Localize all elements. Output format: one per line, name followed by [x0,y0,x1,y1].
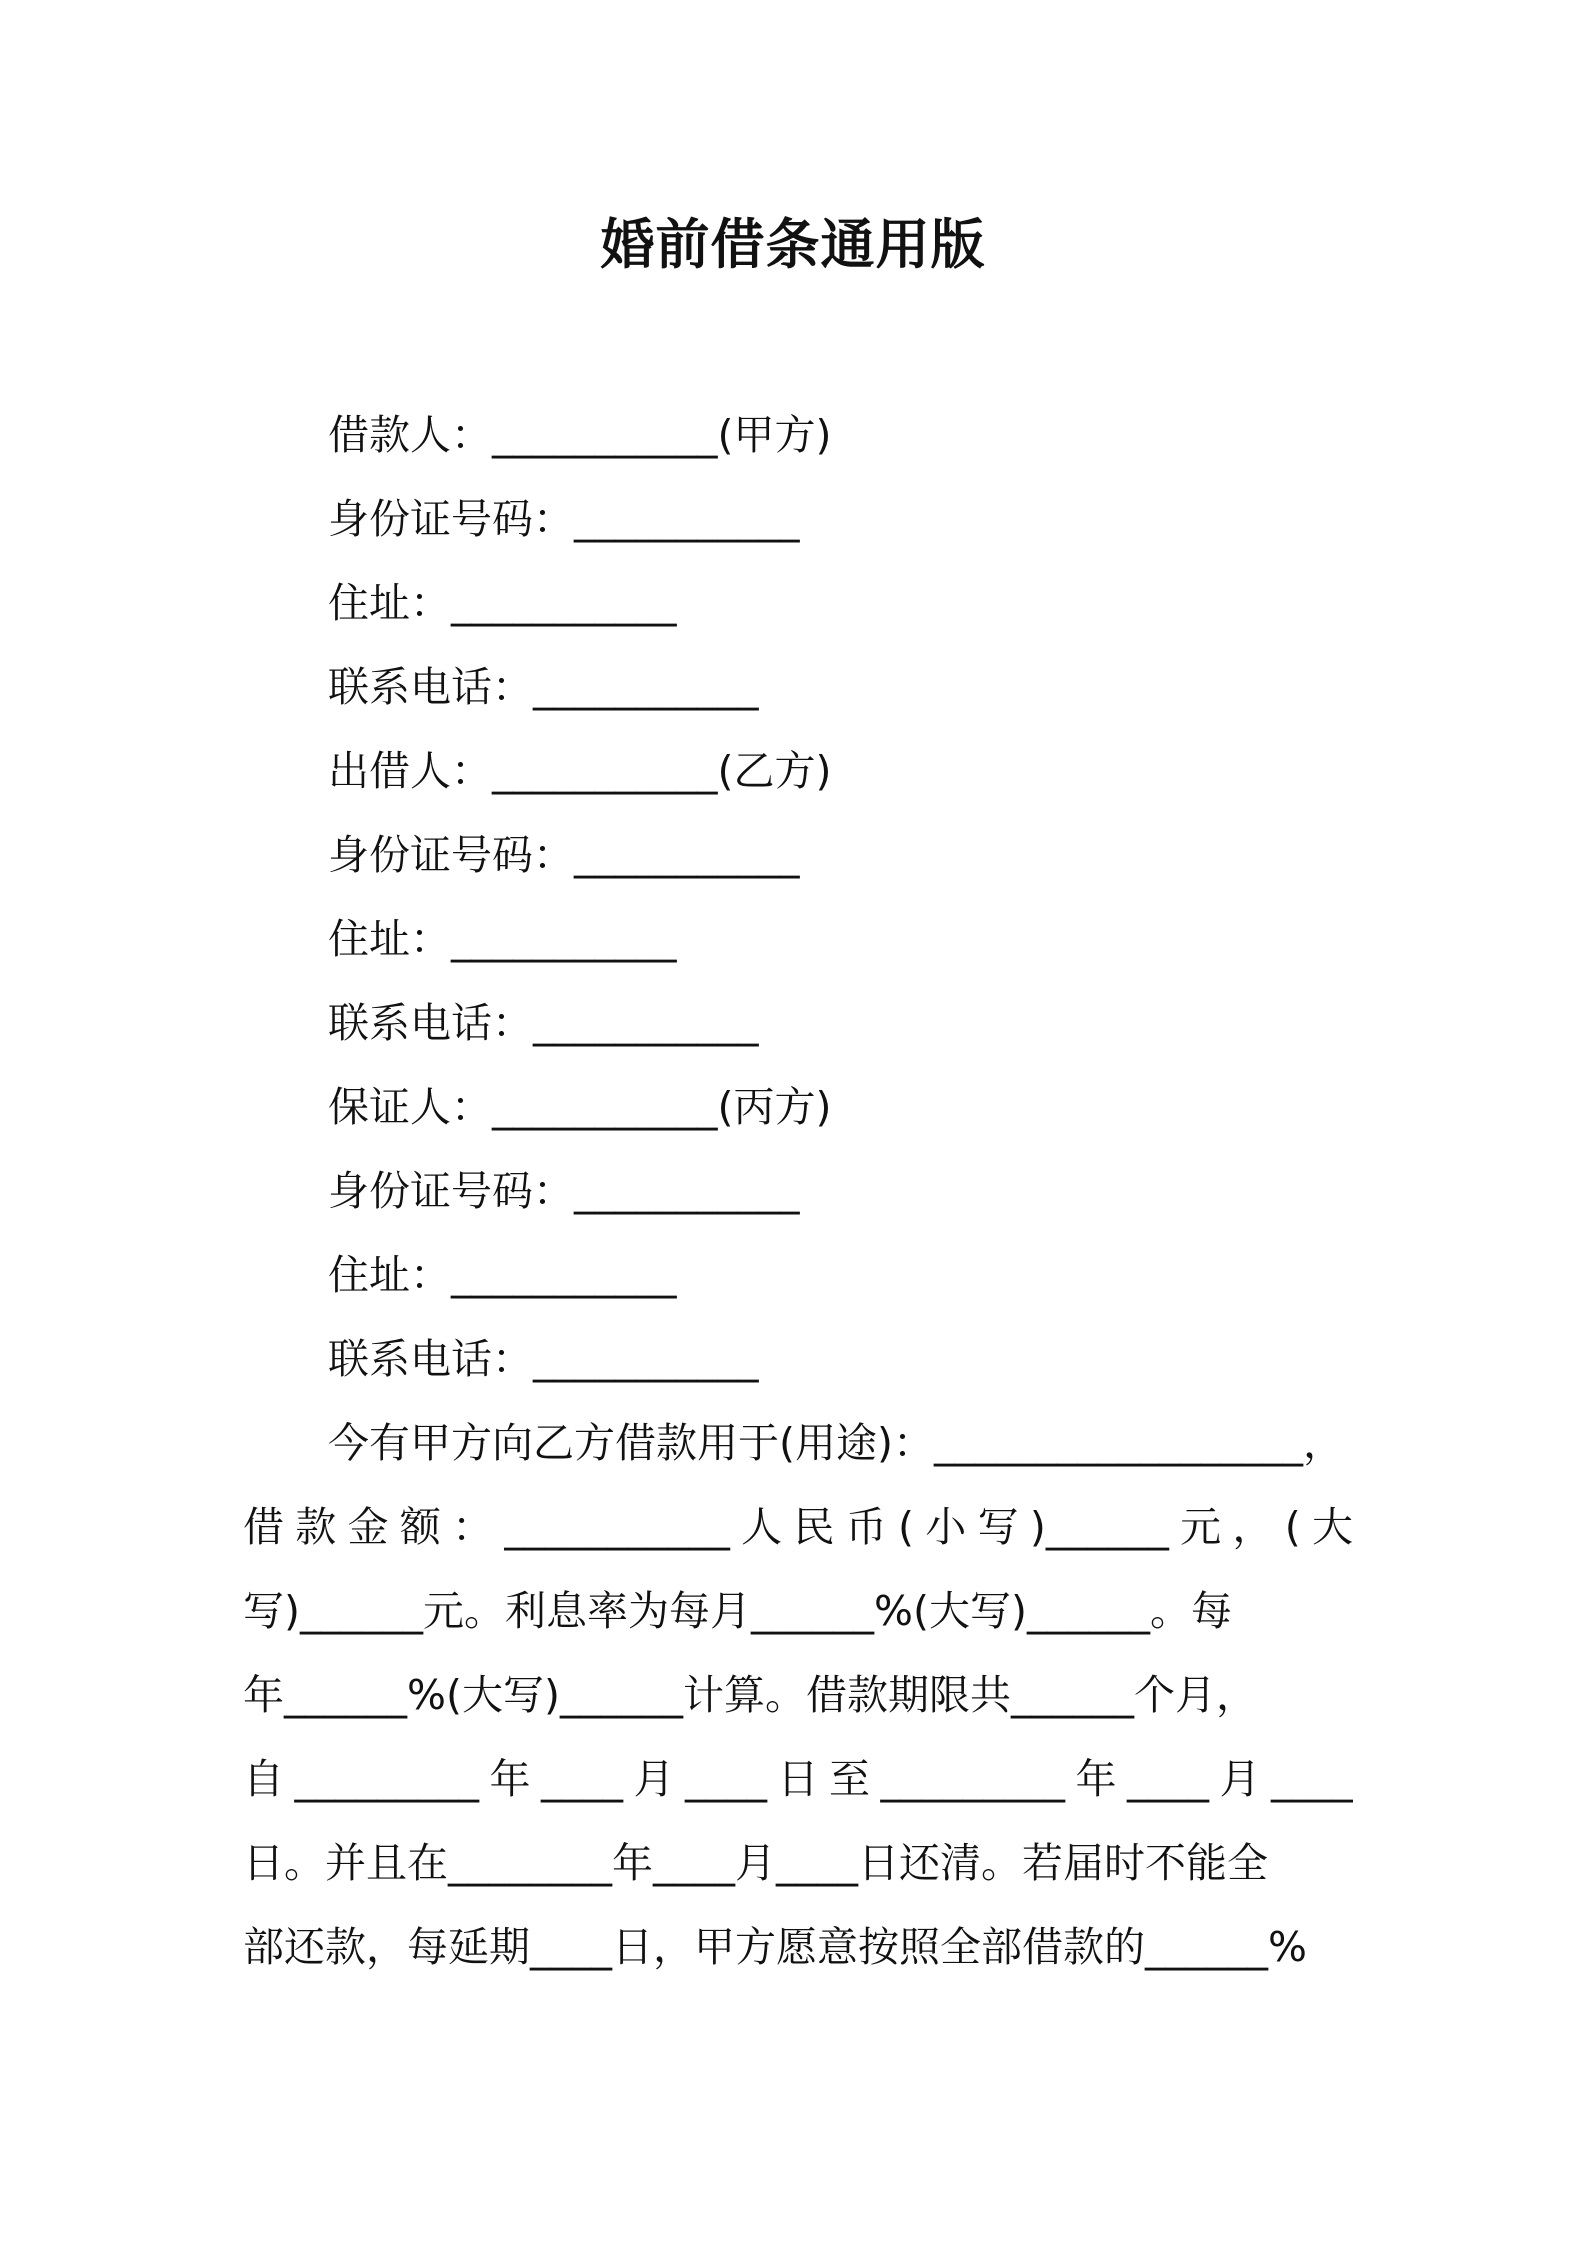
loan-paragraph-line-5: 自_________年____月____日至_________年____月____ [243,1755,1353,1803]
loan-paragraph-line-4: 年______%(大写)______计算。借款期限共______个月， [243,1671,1257,1719]
document-title: 婚前借条通用版 [600,213,986,276]
loan-paragraph-line-7: 部还款，每延期____日，甲方愿意按照全部借款的______% [243,1923,1307,1971]
guarantor-name-line: 保证人：___________(丙方) [328,1083,832,1131]
lender-name-line: 出借人：___________(乙方) [328,747,832,795]
borrower-phone-line: 联系电话：___________ [328,663,759,711]
loan-paragraph-line-1: 今有甲方向乙方借款用于(用途)：__________________， [328,1419,1344,1467]
lender-phone-line: 联系电话：___________ [328,999,759,1047]
guarantor-address-line: 住址：___________ [328,1251,677,1299]
guarantor-id-line: 身份证号码：___________ [328,1167,800,1215]
loan-paragraph-line-6: 日。并且在________年____月____日还清。若届时不能全 [243,1839,1268,1887]
borrower-address-line: 住址：___________ [328,579,677,627]
guarantor-phone-line: 联系电话：___________ [328,1335,759,1383]
loan-paragraph-line-3: 写)______元。利息率为每月______%(大写)______。每 [243,1587,1232,1635]
borrower-name-line: 借款人：___________(甲方) [328,411,832,459]
loan-paragraph-line-2: 借款金额：___________人民币(小写)______元，(大 [243,1503,1353,1551]
borrower-id-line: 身份证号码：___________ [328,495,800,543]
lender-id-line: 身份证号码：___________ [328,831,800,879]
lender-address-line: 住址：___________ [328,915,677,963]
